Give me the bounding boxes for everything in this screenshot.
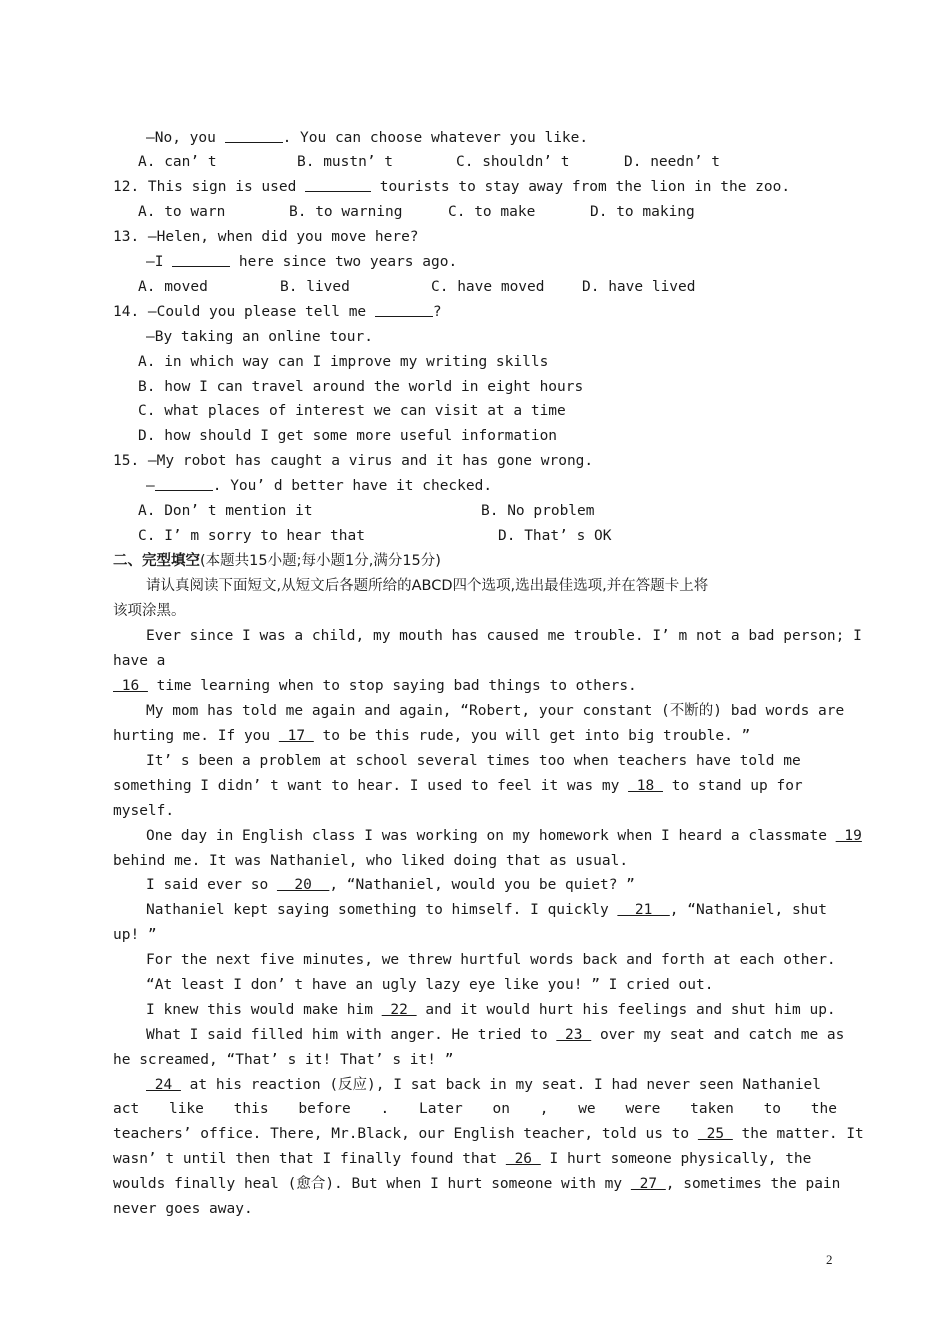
passage-line: behind me. It was Nathaniel, who liked doing that as usual.: [113, 853, 629, 869]
q14-stem: 14. —Could you please tell me ?: [113, 304, 442, 320]
option-c: C. have moved: [431, 279, 545, 295]
blank: [225, 128, 283, 143]
q13-answer-line: —I here since two years ago.: [146, 254, 458, 270]
q14-reply: —By taking an online tour.: [146, 329, 373, 345]
option-d: D. how should I get some more useful information: [138, 428, 558, 444]
option-a: A. moved: [138, 279, 208, 295]
blank-22: 22: [381, 1002, 417, 1018]
blank: [375, 302, 433, 317]
passage-line: myself.: [113, 803, 175, 819]
passage-line: For the next five minutes, we threw hurtful words back and forth at each other.: [146, 952, 836, 968]
passage-line: Nathaniel kept saying something to himself. I quickly 21 , “Nathaniel, shut: [146, 902, 827, 918]
blank: [155, 476, 213, 491]
option-b: B. how I can travel around the world in eight hours: [138, 379, 584, 395]
blank-21: 21: [617, 902, 670, 918]
blank-17: 17: [278, 728, 314, 744]
option-c: C. I’ m sorry to hear that: [138, 528, 365, 544]
passage-line: One day in English class I was working on my homework when I heard a classmate 19: [146, 828, 862, 844]
q13-options: [113, 277, 837, 297]
passage-line: hurting me. If you 17 to be this rude, you will get into big trouble. ”: [113, 728, 751, 744]
option-d: D. to making: [590, 204, 695, 220]
option-d: D. That’ s OK: [498, 528, 612, 544]
passage-line: “At least I don’ t have an ugly lazy eye like you! ” I cried out.: [146, 977, 714, 993]
passage-line: Ever since I was a child, my mouth has caused me trouble. I’ m not a bad person; I: [146, 628, 862, 644]
passage-line: never goes away.: [113, 1201, 253, 1217]
option-b: B. No problem: [481, 503, 595, 519]
blank-26: 26: [505, 1151, 541, 1167]
option-a: A. can’ t: [138, 154, 217, 170]
option-a: A. in which way can I improve my writing skills: [138, 354, 549, 370]
instruction-line-2: 该项涂黑。: [113, 603, 186, 619]
passage-line: 16 time learning when to stop saying bad things to others.: [113, 678, 637, 694]
option-c: C. to make: [448, 204, 536, 220]
blank-27: 27: [630, 1176, 666, 1192]
instruction-line-1: 请认真阅读下面短文,从短文后各题所给的ABCD四个选项,选出最佳选项,并在答题卡上将: [146, 578, 709, 594]
option-a: A. to warn: [138, 204, 226, 220]
blank-23: 23: [556, 1027, 592, 1043]
blank: [305, 177, 371, 192]
passage-line: teachers’ office. There, Mr.Black, our English teacher, told us to 25 the matter. It: [113, 1126, 864, 1142]
blank-16: 16: [113, 678, 148, 694]
blank-19: 19: [835, 828, 862, 844]
blank-24: 24: [146, 1077, 181, 1093]
passage-line: My mom has told me again and again, “Robert, your constant (不断的) bad words are: [146, 703, 845, 719]
option-b: B. to warning: [289, 204, 403, 220]
q15-stem: 15. —My robot has caught a virus and it has gone wrong.: [113, 453, 594, 469]
q11-answer-line: —No, you . You can choose whatever you like.: [146, 130, 589, 146]
q15-answer-line: — . You’ d better have it checked.: [146, 478, 493, 494]
passage-line: have a: [113, 653, 166, 669]
passage-line: I said ever so 20 , “Nathaniel, would you be quiet? ”: [146, 877, 635, 893]
blank: [172, 252, 230, 267]
blank-18: 18: [628, 778, 663, 794]
option-b: B. lived: [280, 279, 350, 295]
passage-line: 24 at his reaction (反应), I sat back in my seat. I had never seen Nathaniel: [146, 1077, 822, 1093]
q12-stem: 12. This sign is used tourists to stay away from the lion in the zoo.: [113, 179, 791, 195]
option-d: D. needn’ t: [624, 154, 721, 170]
passage-line: he screamed, “That’ s it! That’ s it! ”: [113, 1052, 454, 1068]
option-c: C. shouldn’ t: [456, 154, 570, 170]
passage-line: woulds finally heal (愈合). But when I hurt someone with my 27 , sometimes the pain: [113, 1176, 841, 1192]
passage-line: up! ”: [113, 927, 157, 943]
passage-line: something I didn’ t want to hear. I used to feel it was my 18 to stand up for: [113, 778, 803, 794]
passage-line: I knew this would make him 22 and it would hurt his feelings and shut him up.: [146, 1002, 836, 1018]
passage-line: It’ s been a problem at school several times too when teachers have told me: [146, 753, 801, 769]
option-d: D. have lived: [582, 279, 696, 295]
q15-options-cd: [113, 526, 837, 546]
q11-options: [113, 152, 837, 172]
option-a: A. Don’ t mention it: [138, 503, 313, 519]
passage-line: act like this before . Later on , we were taken to the: [113, 1101, 837, 1117]
blank-25: 25: [697, 1126, 733, 1142]
page-number: 2: [826, 1252, 833, 1267]
section-heading: 二、完型填空(本题共15小题;每小题1分,满分15分): [113, 553, 441, 569]
passage-line: wasn’ t until then that I finally found that 26 I hurt someone physically, the: [113, 1151, 812, 1167]
option-c: C. what places of interest we can visit at a time: [138, 403, 566, 419]
q15-options-ab: [113, 501, 837, 521]
blank-20: 20: [276, 877, 330, 893]
q12-options: [113, 202, 837, 222]
option-b: B. mustn’ t: [297, 154, 394, 170]
passage-line: What I said filled him with anger. He tried to 23 over my seat and catch me as: [146, 1027, 845, 1043]
q13-stem: 13. —Helen, when did you move here?: [113, 229, 419, 245]
